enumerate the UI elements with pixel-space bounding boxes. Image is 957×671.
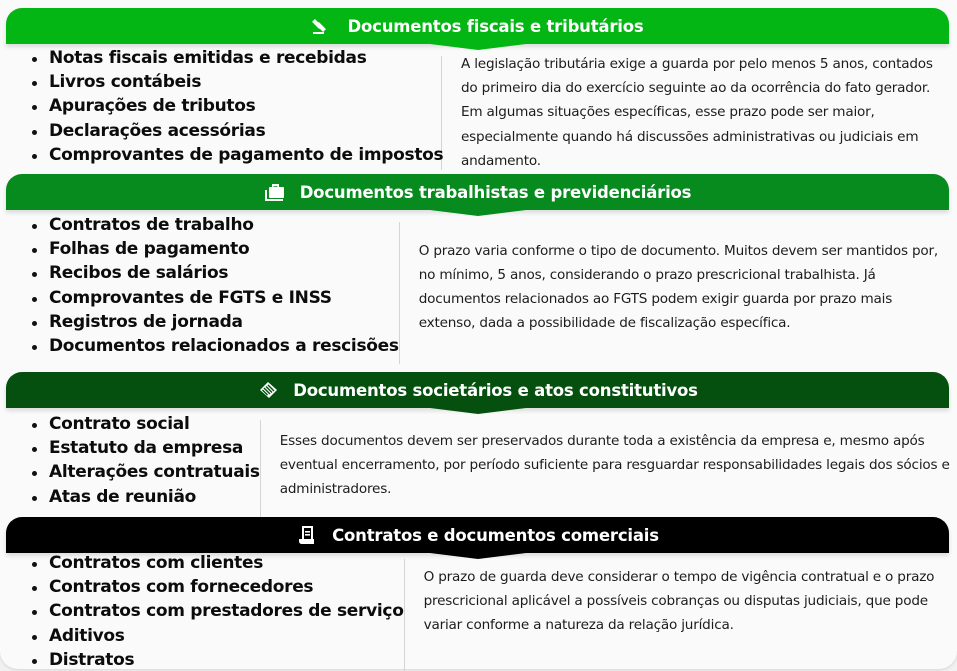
section-header-comercial — [6, 517, 949, 553]
document-list — [0, 410, 260, 518]
list-item: Comprovantes de pagamento de impostos — [30, 143, 441, 167]
retention-description: O prazo de guarda deve considerar o tempo de vigência contratual e o prazo prescricional aplicável a possíveis cobranças ou disputas judiciais, que pode variar conforme a natureza da relação jurídica. — [423, 568, 935, 634]
retention-description: Esses documentos devem ser preservados durante toda a existência da empresa e, mesmo após eventual encerramento, por período suficiente para resguardar responsabilidades legais dos sócios e administradores. — [279, 432, 950, 498]
list-item: Contratos com fornecedores — [30, 575, 404, 599]
list-item: Livros contábeis — [30, 70, 441, 94]
list-item: Aditivos — [30, 624, 404, 648]
section-header-fiscal — [6, 8, 949, 44]
list-item: Folhas de pagamento — [30, 237, 399, 261]
gavel-icon — [311, 16, 333, 36]
list-item: Declarações acessórias — [30, 119, 441, 143]
section-title: Documentos trabalhistas e previdenciários — [299, 182, 692, 202]
list-item: Contrato social — [30, 412, 260, 436]
list-item: Apurações de tributos — [30, 94, 441, 118]
list-item: Documentos relacionados a rescisões — [30, 334, 399, 358]
list-item: Contratos de trabalho — [30, 213, 399, 237]
section-title: Contratos e documentos comerciais — [332, 525, 659, 545]
list-item: Alterações contratuais — [30, 460, 260, 484]
list-item: Atas de reunião — [30, 485, 260, 509]
retention-description: O prazo varia conforme o tipo de documento. Muitos devem ser mantidos por, no mínimo, 5 anos, considerando o prazo prescricional trabalhista. Já documentos relacionados ao FGTS podem exigir guarda por prazo mais extenso, dada a possibilidade de fiscalização específica. — [418, 242, 939, 332]
document-list — [0, 212, 399, 360]
list-item: Distratos — [30, 648, 404, 671]
list-item: Contratos com clientes — [30, 551, 404, 575]
list-item: Registros de jornada — [30, 310, 399, 334]
retention-description: A legislação tributária exige a guarda por pelo menos 5 anos, contados do primeiro dia do exercício seguinte ao da ocorrência do fato gerador. Em algumas situações específicas, esse prazo pode ser maior, especialmente quando há discussões administrativas ou judiciais em andamento. — [461, 56, 933, 169]
document-list — [0, 44, 444, 172]
document-scroll-icon — [296, 525, 318, 545]
section-title: Documentos fiscais e tributários — [347, 16, 644, 36]
briefcase-icon — [264, 182, 286, 202]
list-item: Estatuto da empresa — [30, 436, 260, 460]
document-list — [0, 551, 404, 671]
handshake-icon — [257, 380, 279, 400]
list-item: Contratos com prestadores de serviço — [30, 599, 404, 623]
list-item: Notas fiscais emitidas e recebidas — [30, 46, 441, 70]
list-item: Recibos de salários — [30, 261, 399, 285]
section-title: Documentos societários e atos constitutivos — [293, 380, 698, 400]
list-item: Comprovantes de FGTS e INSS — [30, 286, 399, 310]
section-header-trabalhista — [6, 174, 949, 210]
section-header-societario — [6, 372, 949, 408]
